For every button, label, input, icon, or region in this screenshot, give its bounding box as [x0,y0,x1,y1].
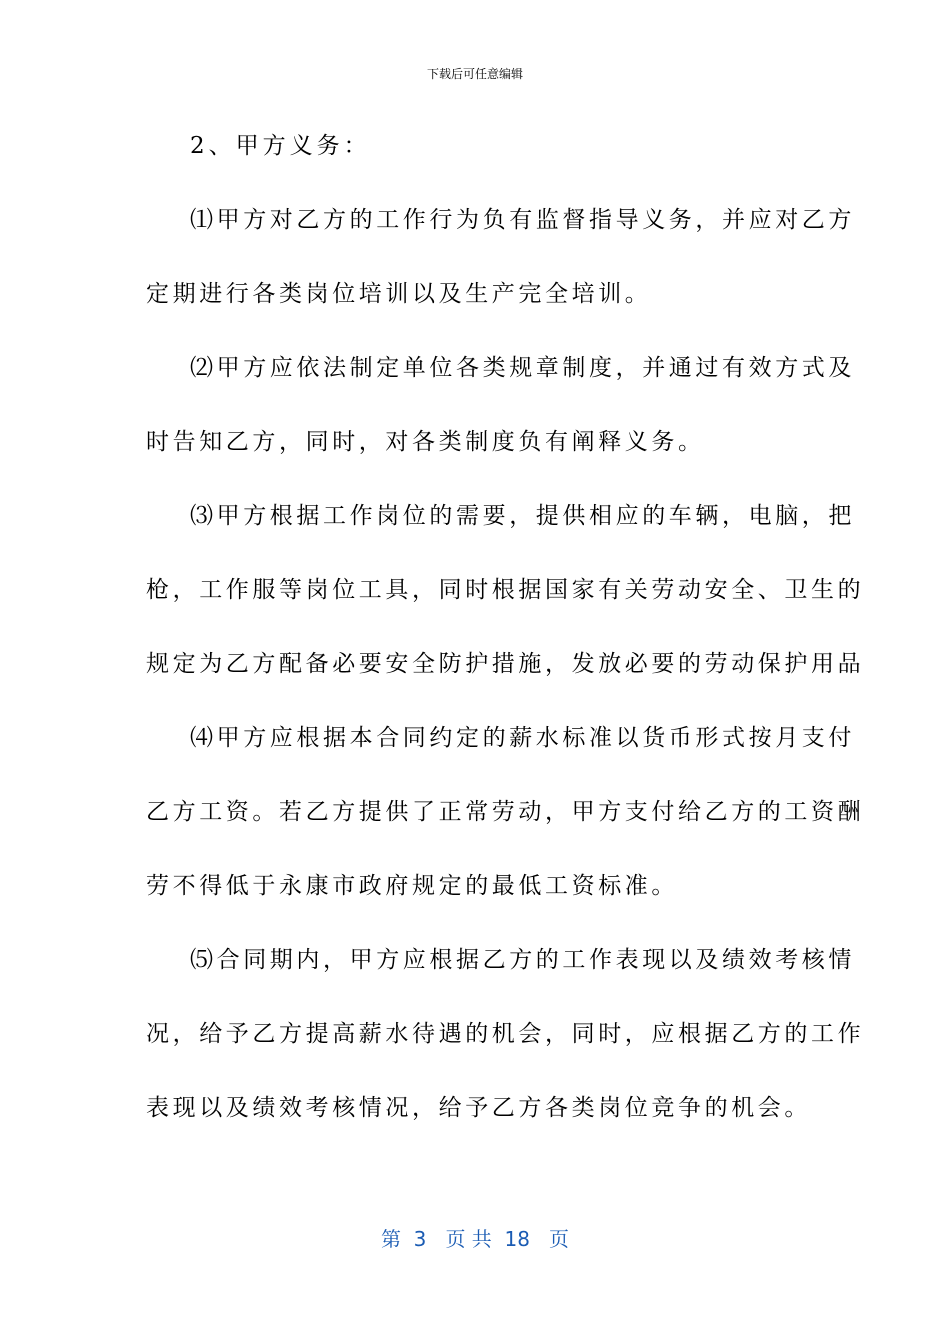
page-number: 第 3 页 共 18 页 [380,1227,570,1251]
page-header-note: 下载后可任意编辑 [426,67,523,81]
clause-3-line-1: ⑶甲方根据工作岗位的需要，提供相应的车辆，电脑，把 [190,503,855,529]
clause-3-line-2: 枪，工作服等岗位工具，同时根据国家有关劳动安全、卫生的 [146,577,865,603]
clause-5-line-2: 况，给予乙方提高薪水待遇的机会，同时，应根据乙方的工作 [146,1021,865,1047]
clause-4-line-1: ⑷甲方应根据本合同约定的薪水标准以货币形式按月支付 [190,725,855,751]
clause-1-line-2: 定期进行各类岗位培训以及生产完全培训。 [146,281,652,307]
clause-4-line-2: 乙方工资。若乙方提供了正常劳动，甲方支付给乙方的工资酬 [146,799,865,825]
clause-2-line-2: 时告知乙方，同时，对各类制度负有阐释义务。 [146,429,705,455]
clause-5-line-1: ⑸合同期内，甲方应根据乙方的工作表现以及绩效考核情 [190,947,855,973]
section-heading: 2、甲方义务： [190,133,371,159]
clause-1-line-1: ⑴甲方对乙方的工作行为负有监督指导义务，并应对乙方 [190,207,855,233]
clause-2-line-1: ⑵甲方应依法制定单位各类规章制度，并通过有效方式及 [190,355,855,381]
clause-5-line-3: 表现以及绩效考核情况，给予乙方各类岗位竞争的机会。 [146,1095,811,1121]
clause-3-line-3: 规定为乙方配备必要安全防护措施，发放必要的劳动保护用品 [146,651,865,677]
document-body [146,126,865,1162]
clause-4-line-3: 劳不得低于永康市政府规定的最低工资标准。 [146,873,678,899]
